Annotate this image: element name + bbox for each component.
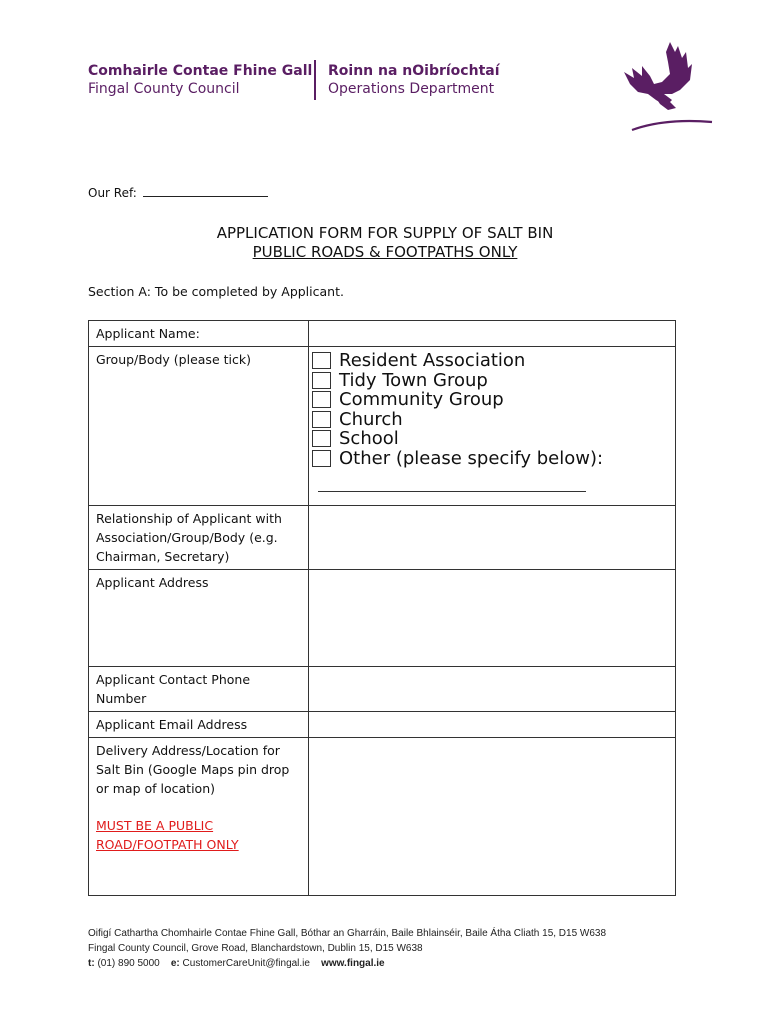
option-label: Community Group (339, 389, 504, 411)
option-label: Resident Association (339, 350, 526, 372)
checkbox[interactable] (312, 411, 331, 428)
footer-address-irish: Oifigí Cathartha Chomhairle Contae Fhine Gall, Bóthar an Gharráin, Baile Bhlainséir, Baile Átha Cliath 15, D15 W638 (88, 928, 607, 939)
council-name-irish: Comhairle Contae Fhine Gall (88, 63, 313, 79)
department-name (328, 62, 500, 98)
address-label: Applicant Address (89, 570, 309, 667)
phone-prefix: t: (88, 958, 95, 969)
delivery-label: Delivery Address/Location for Salt Bin (Google Maps pin drop or map of location) (96, 743, 290, 796)
phone-field[interactable] (309, 667, 676, 712)
checkbox[interactable] (312, 372, 331, 389)
checkbox[interactable] (312, 352, 331, 369)
applicant-name-label: Applicant Name: (89, 321, 309, 347)
relationship-label-text: Relationship of Applicant with Association/Group/Body (96, 511, 282, 545)
group-row (89, 347, 676, 506)
email-prefix: e: (170, 958, 180, 969)
footer-website[interactable]: www.fingal.ie (321, 958, 385, 969)
delivery-row (89, 738, 676, 896)
checkbox[interactable] (312, 450, 331, 467)
option-community-group[interactable] (312, 390, 668, 410)
email-row (89, 712, 676, 738)
application-table (88, 320, 676, 896)
relationship-row (89, 506, 676, 570)
applicant-name-field[interactable] (309, 321, 676, 347)
relationship-label (89, 506, 309, 570)
address-row (89, 570, 676, 667)
phone-label: Applicant Contact Phone Number (89, 667, 309, 712)
footer-address-english: Fingal County Council, Grove Road, Blanchardstown, Dublin 15, D15 W638 (88, 943, 423, 954)
option-school[interactable] (312, 429, 668, 449)
delivery-label-cell (89, 738, 309, 896)
council-name-english: Fingal County Council (88, 81, 240, 97)
address-field[interactable] (309, 570, 676, 667)
phone-row (89, 667, 676, 712)
option-label: Other (please specify below): (339, 447, 604, 469)
applicant-name-row (89, 321, 676, 347)
fingal-bird-logo (620, 38, 715, 134)
option-label: Tidy Town Group (339, 369, 488, 391)
group-options-cell (309, 347, 676, 506)
email-label: Applicant Email Address (89, 712, 309, 738)
relationship-field[interactable] (309, 506, 676, 570)
checkbox[interactable] (312, 391, 331, 408)
group-label: Group/Body (please tick) (89, 347, 309, 506)
email-field[interactable] (309, 712, 676, 738)
public-road-warning: MUST BE A PUBLIC ROAD/FOOTPATH ONLY (96, 818, 239, 852)
our-ref (88, 186, 268, 200)
footer-email[interactable]: CustomerCareUnit@fingal.ie (182, 958, 310, 969)
form-title: APPLICATION FORM FOR SUPPLY OF SALT BIN (216, 224, 554, 242)
group-options (312, 351, 668, 468)
option-label: Church (339, 408, 403, 430)
footer-phone: (01) 890 5000 (97, 958, 160, 969)
section-a-heading: Section A: To be completed by Applicant. (88, 284, 344, 299)
footer (88, 926, 606, 971)
footer-contact (88, 956, 606, 971)
option-resident-association[interactable] (312, 351, 668, 371)
form-subtitle: PUBLIC ROADS & FOOTPATHS ONLY (252, 243, 518, 261)
council-name (88, 62, 312, 98)
option-church[interactable] (312, 410, 668, 430)
delivery-field[interactable] (309, 738, 676, 896)
checkbox[interactable] (312, 430, 331, 447)
option-label: School (339, 428, 399, 450)
department-name-english: Operations Department (328, 81, 495, 97)
our-ref-blank[interactable] (143, 186, 268, 197)
header-divider (314, 60, 316, 100)
option-tidy-town-group[interactable] (312, 371, 668, 391)
relationship-hint: (e.g. Chairman, Secretary) (96, 530, 278, 564)
option-other[interactable] (312, 449, 668, 469)
our-ref-label: Our Ref: (88, 186, 137, 200)
department-name-irish: Roinn na nOibríochtaí (328, 63, 500, 79)
other-specify-line[interactable] (318, 490, 586, 492)
